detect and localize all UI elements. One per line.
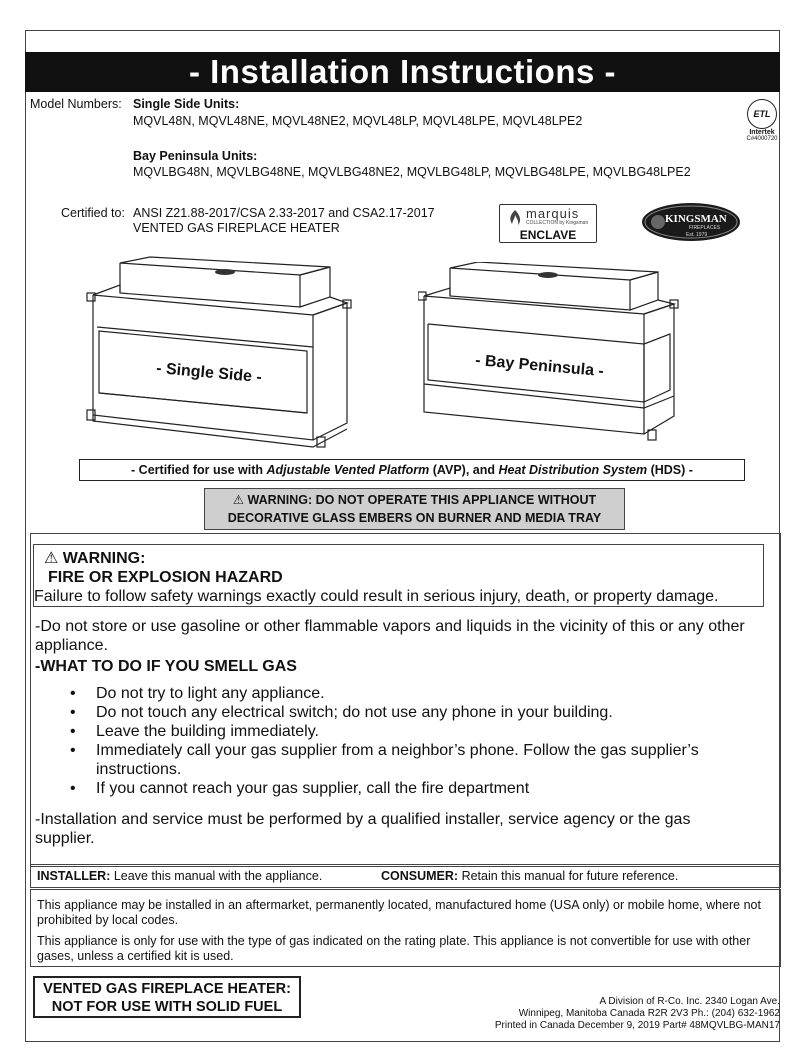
list-item: • If you cannot reach your gas supplier, call the fire department — [70, 780, 530, 797]
bay-units-list: MQVLBG48N, MQVLBG48NE, MQVLBG48NE2, MQVLBG48LP, MQVLBG48LPE, MQVLBG48LPE2 — [133, 165, 691, 179]
bay-peninsula-illustration — [418, 262, 680, 452]
smell-gas-heading: -WHAT TO DO IF YOU SMELL GAS — [35, 658, 297, 675]
model-numbers-label: Model Numbers: — [30, 97, 122, 111]
marquis-subtitle: COLLECTION by Kingsman — [526, 220, 589, 226]
solid-fuel-line1: VENTED GAS FIREPLACE HEATER: — [43, 981, 291, 997]
kingsman-logo — [641, 202, 741, 242]
certified-standard: ANSI Z21.88-2017/CSA 2.33-2017 and CSA2.17-2017 — [133, 206, 435, 220]
marquis-wordmark: marquis — [526, 206, 580, 221]
info-paragraph-2: This appliance is only for use with the type of gas indicated on the rating plate. This appliance is not convertible for use with other gases, unless a certified kit is used. — [37, 934, 751, 963]
certified-type: VENTED GAS FIREPLACE HEATER — [133, 221, 340, 235]
hazard-text: Failure to follow safety warnings exactly could result in serious injury, death, or property damage. — [34, 588, 719, 605]
ember-warning-line2: DECORATIVE GLASS EMBERS ON BURNER AND MEDIA TRAY — [227, 511, 602, 525]
cert-avp: Adjustable Vented Platform — [266, 463, 430, 477]
single-units-heading: Single Side Units: — [133, 97, 240, 111]
list-item: • Do not try to light any appliance. — [70, 685, 325, 702]
marquis-model: ENCLAVE — [519, 228, 577, 242]
flame-icon — [506, 209, 524, 227]
list-item: • Leave the building immediately. — [70, 723, 319, 740]
warning-triangle-icon: ⚠ — [232, 493, 245, 507]
company-address — [495, 996, 780, 1032]
etl-certification-mark — [744, 99, 780, 149]
address-line3: Printed in Canada December 9, 2019 Part# 48MQVLBG-MAN17 — [494, 1020, 780, 1031]
kingsman-wordmark: KINGSMAN — [665, 213, 727, 225]
consumer-label: CONSUMER: — [381, 869, 459, 883]
etl-number: C#4000720 — [746, 136, 778, 142]
ember-warning-line1: WARNING: DO NOT OPERATE THIS APPLIANCE WITHOUT — [247, 493, 597, 507]
solid-fuel-warning — [33, 976, 301, 1018]
info-paragraph-1: This appliance may be installed in an aftermarket, permanently located, manufactured home (USA only) or mobile home, where not prohibited by local codes. — [37, 898, 761, 927]
kingsman-est: Est. 1979 — [686, 232, 708, 238]
installer-label: INSTALLER: — [37, 869, 111, 883]
address-line1: A Division of R-Co. Inc. 2340 Logan Ave. — [599, 996, 780, 1007]
hazard-title: WARNING: — [62, 550, 146, 567]
bay-peninsula-label: - Bay Peninsula - — [474, 352, 605, 381]
cert-prefix: - Certified for use with — [131, 463, 267, 477]
etl-logo-icon: ETL — [747, 99, 777, 129]
storage-warning: -Do not store or use gasoline or other flammable vapors and liquids in the vicinity of this or any other appliance. — [35, 618, 745, 654]
installation-note: -Installation and service must be performed by a qualified installer, service agency or the gas supplier. — [35, 811, 691, 847]
hazard-triangle-icon: ⚠ — [44, 550, 59, 567]
manual-note-row — [30, 864, 781, 888]
bay-units-heading: Bay Peninsula Units: — [133, 149, 258, 163]
appliance-info-box — [30, 889, 781, 967]
installer-text: Leave this manual with the appliance. — [110, 869, 323, 883]
smell-gas-list — [70, 684, 770, 798]
solid-fuel-line2: NOT FOR USE WITH SOLID FUEL — [51, 999, 283, 1015]
cert-mid: (AVP), and — [429, 463, 499, 477]
cert-hds: Heat Distribution System — [498, 463, 648, 477]
page-title: - Installation Instructions - — [25, 52, 780, 92]
certified-use-bar — [79, 459, 745, 481]
hazard-subtitle: FIRE OR EXPLOSION HAZARD — [48, 569, 283, 586]
single-units-list: MQVL48N, MQVL48NE, MQVL48NE2, MQVL48LP, MQVL48LPE, MQVL48LPE2 — [133, 114, 583, 128]
single-side-label: - Single Side - — [155, 360, 263, 387]
consumer-text: Retain this manual for future reference. — [458, 869, 679, 883]
single-side-illustration — [85, 255, 355, 455]
hazard-box — [33, 544, 764, 607]
list-item: • Immediately call your gas supplier from a neighbor’s phone. Follow the gas supplier’s instructions. — [70, 742, 699, 778]
marquis-enclave-logo — [499, 204, 597, 243]
etl-intertek: Intertek — [749, 129, 775, 136]
address-line2: Winnipeg, Manitoba Canada R2R 2V3 Ph.: (204) 632-1962 — [518, 1008, 780, 1019]
certified-label: Certified to: — [61, 206, 125, 220]
kingsman-sub: FIREPLACES — [689, 225, 721, 231]
list-item: • Do not touch any electrical switch; do not use any phone in your building. — [70, 704, 613, 721]
cert-suffix: (HDS) - — [647, 463, 693, 477]
ember-warning-box — [204, 488, 625, 530]
